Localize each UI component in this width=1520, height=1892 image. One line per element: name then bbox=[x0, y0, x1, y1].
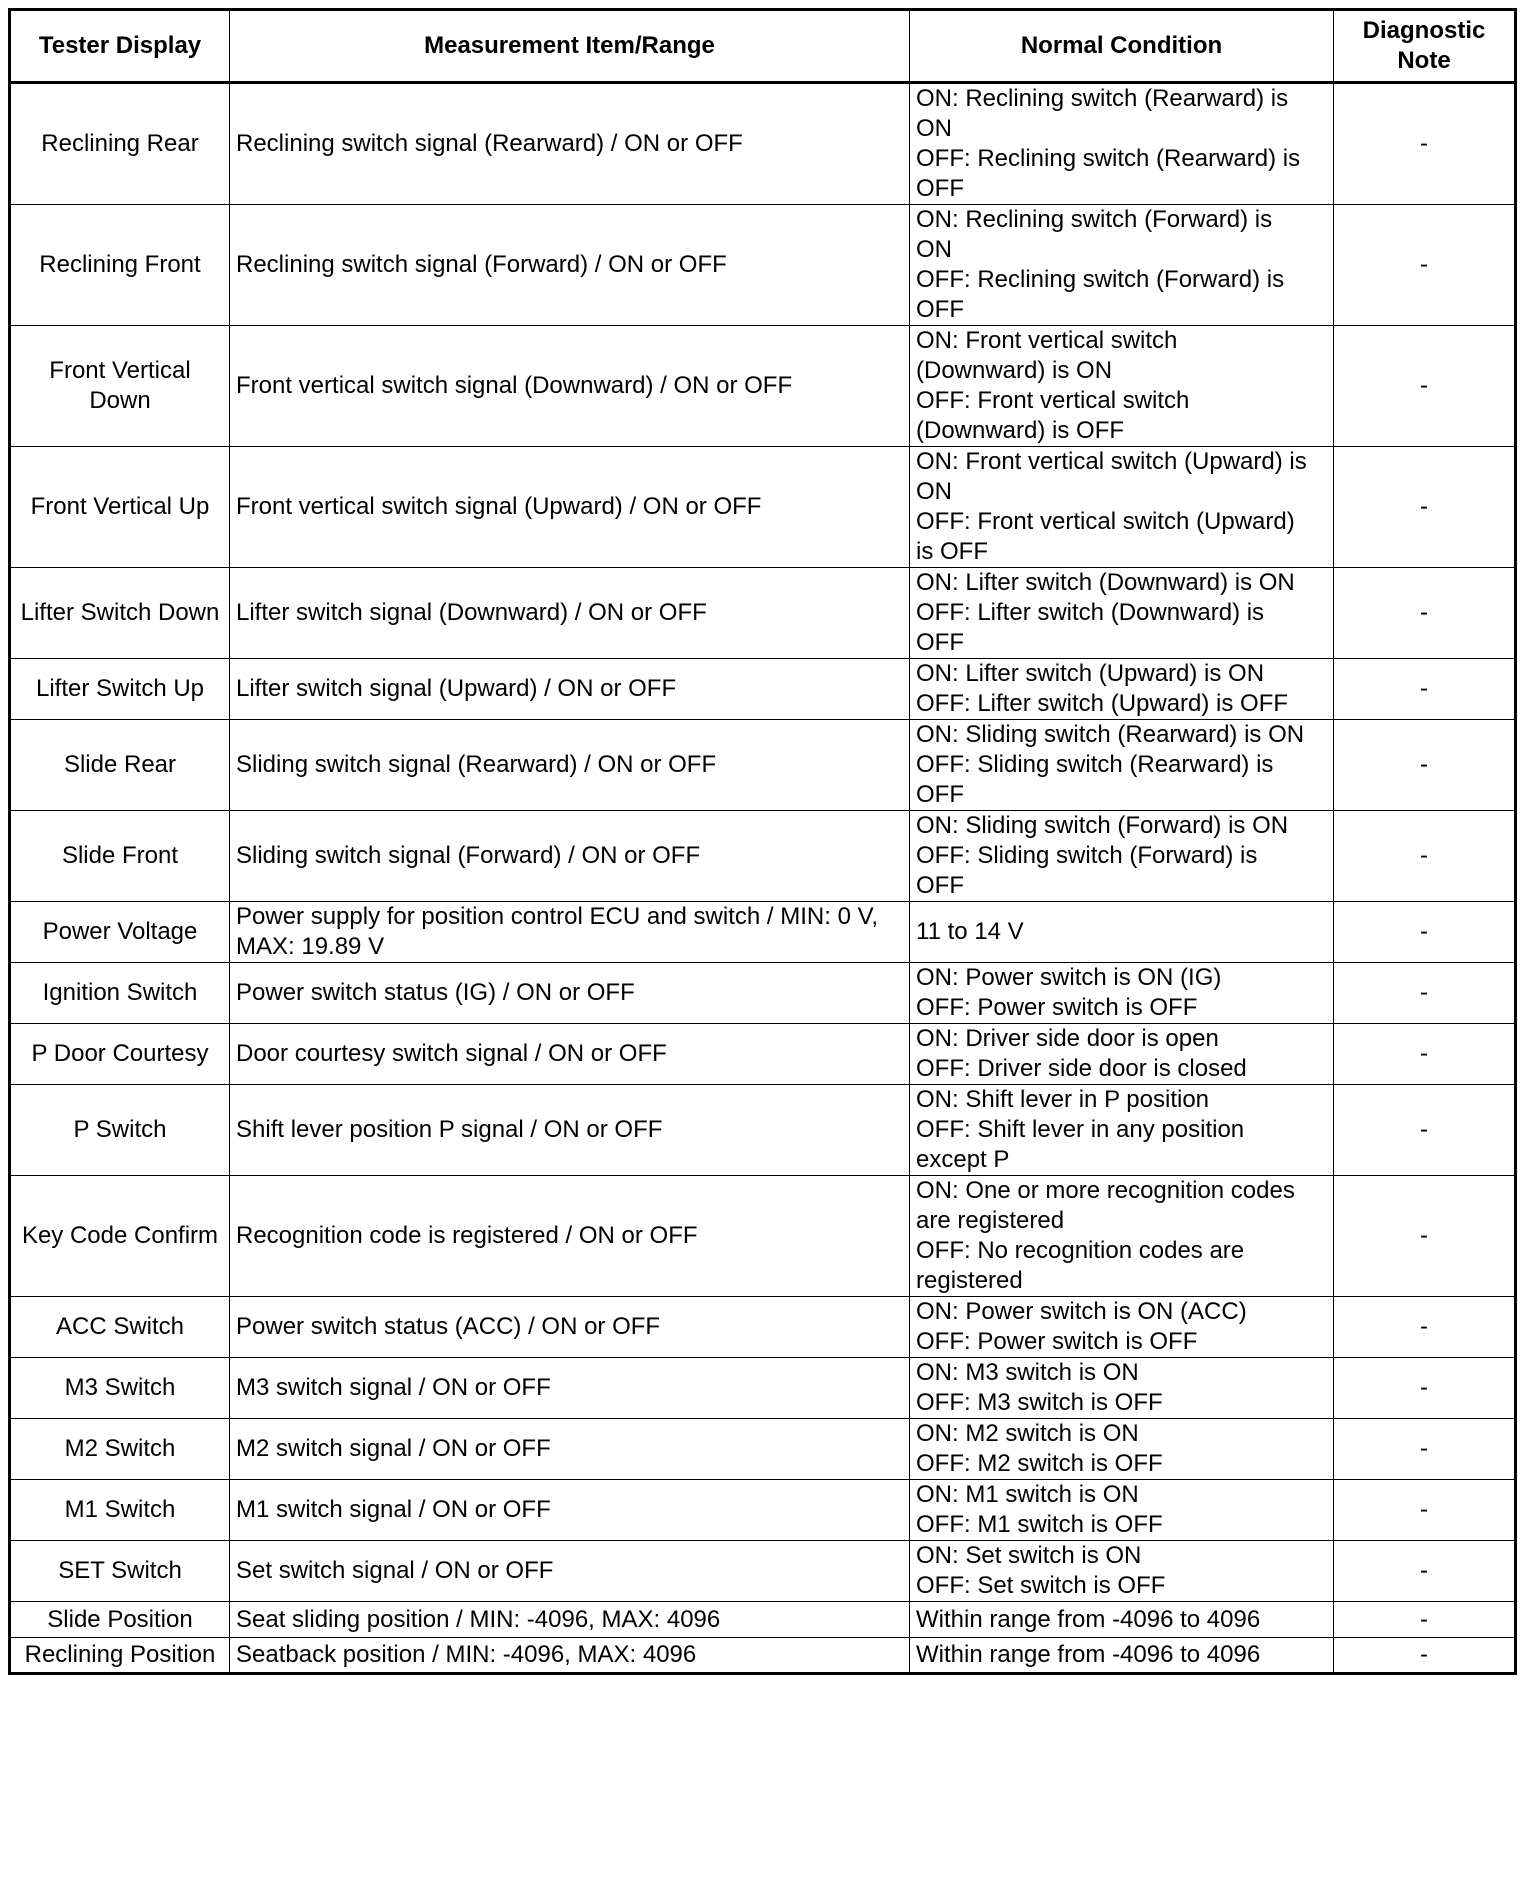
normal-condition-line: OFF: Sliding switch (Rearward) is bbox=[916, 751, 1274, 778]
normal-condition-line: ON: Front vertical switch (Upward) is bbox=[916, 448, 1307, 475]
diagnostic-note-cell: - bbox=[1334, 568, 1516, 659]
normal-condition-line: OFF: Driver side door is closed bbox=[916, 1055, 1247, 1082]
measurement-item-cell: Reclining switch signal (Rearward) / ON or OFF bbox=[230, 83, 910, 205]
normal-condition-line: OFF: Front vertical switch bbox=[916, 387, 1190, 414]
header-measurement-item: Measurement Item/Range bbox=[230, 10, 910, 83]
table-row bbox=[10, 568, 1516, 659]
normal-condition-line: OFF: Shift lever in any position bbox=[916, 1116, 1245, 1143]
normal-condition-line: OFF bbox=[916, 296, 964, 323]
normal-condition-line: OFF bbox=[916, 629, 964, 656]
normal-condition-line: ON: Sliding switch (Rearward) is ON bbox=[916, 721, 1305, 748]
normal-condition-line: (Downward) is OFF bbox=[916, 417, 1125, 444]
measurement-item-cell: Lifter switch signal (Downward) / ON or OFF bbox=[230, 568, 910, 659]
tester-display-cell: Reclining Rear bbox=[10, 83, 230, 205]
tester-display-cell: Ignition Switch bbox=[10, 963, 230, 1024]
tester-display-cell: Front Vertical Up bbox=[10, 447, 230, 568]
table-row bbox=[10, 1358, 1516, 1419]
diagnostic-note-cell: - bbox=[1334, 1176, 1516, 1297]
diagnostic-note-cell: - bbox=[1334, 1638, 1516, 1674]
measurement-item-cell: Set switch signal / ON or OFF bbox=[230, 1541, 910, 1602]
tester-display-cell: Lifter Switch Down bbox=[10, 568, 230, 659]
normal-condition-line: ON: M2 switch is ON bbox=[916, 1420, 1139, 1447]
tester-display-cell: Power Voltage bbox=[10, 902, 230, 963]
normal-condition-line: Within range from -4096 to 4096 bbox=[916, 1605, 1261, 1633]
table-row bbox=[10, 1085, 1516, 1176]
diagnostic-note-cell: - bbox=[1334, 1297, 1516, 1358]
table-row bbox=[10, 963, 1516, 1024]
normal-condition-line: OFF bbox=[916, 175, 964, 202]
normal-condition-line: ON: Power switch is ON (IG) bbox=[916, 964, 1222, 991]
normal-condition-cell bbox=[910, 1419, 1334, 1480]
table-row bbox=[10, 720, 1516, 811]
measurement-item-cell: Seatback position / MIN: -4096, MAX: 4096 bbox=[230, 1638, 910, 1674]
tester-display-cell: Slide Rear bbox=[10, 720, 230, 811]
table-row bbox=[10, 1480, 1516, 1541]
normal-condition-line: ON: Front vertical switch bbox=[916, 327, 1178, 354]
header-tester-display: Tester Display bbox=[10, 10, 230, 83]
measurement-item-cell: M2 switch signal / ON or OFF bbox=[230, 1419, 910, 1480]
normal-condition-line: OFF: Power switch is OFF bbox=[916, 994, 1198, 1021]
normal-condition-line: OFF: M3 switch is OFF bbox=[916, 1389, 1163, 1416]
normal-condition-cell bbox=[910, 720, 1334, 811]
table-row bbox=[10, 811, 1516, 902]
table-row bbox=[10, 205, 1516, 326]
normal-condition-cell bbox=[910, 811, 1334, 902]
normal-condition-line: ON: Sliding switch (Forward) is ON bbox=[916, 812, 1289, 839]
tester-display-cell: Slide Position bbox=[10, 1602, 230, 1638]
table-row bbox=[10, 902, 1516, 963]
normal-condition-line: ON bbox=[916, 478, 952, 505]
normal-condition-line: ON: M1 switch is ON bbox=[916, 1481, 1139, 1508]
measurement-item-cell: Shift lever position P signal / ON or OFF bbox=[230, 1085, 910, 1176]
normal-condition-line: ON bbox=[916, 115, 952, 142]
diagnostic-note-cell: - bbox=[1334, 1602, 1516, 1638]
normal-condition-cell bbox=[910, 1358, 1334, 1419]
normal-condition-cell bbox=[910, 1602, 1334, 1638]
normal-condition-line: 11 to 14 V bbox=[916, 918, 1024, 945]
table-row bbox=[10, 326, 1516, 447]
table-row bbox=[10, 1541, 1516, 1602]
normal-condition-line: ON: Set switch is ON bbox=[916, 1542, 1142, 1569]
measurement-item-cell: Power switch status (ACC) / ON or OFF bbox=[230, 1297, 910, 1358]
normal-condition-cell bbox=[910, 1541, 1334, 1602]
normal-condition-line: ON bbox=[916, 236, 952, 263]
normal-condition-line: Within range from -4096 to 4096 bbox=[916, 1641, 1261, 1668]
tester-display-cell: Reclining Front bbox=[10, 205, 230, 326]
measurement-item-cell: Recognition code is registered / ON or OFF bbox=[230, 1176, 910, 1297]
diagnostic-note-cell: - bbox=[1334, 902, 1516, 963]
normal-condition-line: (Downward) is ON bbox=[916, 357, 1113, 384]
normal-condition-line: except P bbox=[916, 1146, 1010, 1173]
normal-condition-cell bbox=[910, 1024, 1334, 1085]
normal-condition-cell bbox=[910, 326, 1334, 447]
normal-condition-line: OFF: No recognition codes are bbox=[916, 1237, 1245, 1264]
normal-condition-cell bbox=[910, 447, 1334, 568]
normal-condition-cell bbox=[910, 1085, 1334, 1176]
normal-condition-line: are registered bbox=[916, 1207, 1065, 1234]
normal-condition-line: OFF: Lifter switch (Downward) is bbox=[916, 599, 1265, 626]
diagnostic-note-cell: - bbox=[1334, 83, 1516, 205]
normal-condition-cell bbox=[910, 83, 1334, 205]
normal-condition-line: OFF: Power switch is OFF bbox=[916, 1328, 1198, 1355]
tester-display-cell: M2 Switch bbox=[10, 1419, 230, 1480]
normal-condition-cell bbox=[910, 1638, 1334, 1674]
tester-display-cell: M1 Switch bbox=[10, 1480, 230, 1541]
normal-condition-line: OFF bbox=[916, 872, 964, 899]
measurement-item-cell: Front vertical switch signal (Upward) / ON or OFF bbox=[230, 447, 910, 568]
normal-condition-line: ON: Lifter switch (Upward) is ON bbox=[916, 660, 1265, 687]
table-row bbox=[10, 1419, 1516, 1480]
diagnostic-note-cell: - bbox=[1334, 1541, 1516, 1602]
normal-condition-line: OFF: Lifter switch (Upward) is OFF bbox=[916, 690, 1289, 717]
normal-condition-line: OFF: Sliding switch (Forward) is bbox=[916, 842, 1258, 869]
normal-condition-line: ON: M3 switch is ON bbox=[916, 1359, 1139, 1386]
table-row bbox=[10, 1602, 1516, 1638]
tester-display-cell: Reclining Position bbox=[10, 1638, 230, 1674]
normal-condition-line: OFF: Front vertical switch (Upward) bbox=[916, 508, 1295, 535]
diagnostic-note-cell: - bbox=[1334, 1480, 1516, 1541]
measurement-item-cell: Lifter switch signal (Upward) / ON or OFF bbox=[230, 659, 910, 720]
measurement-item-cell: Seat sliding position / MIN: -4096, MAX: 4096 bbox=[230, 1602, 910, 1638]
diagnostic-note-cell: - bbox=[1334, 811, 1516, 902]
table-row bbox=[10, 1297, 1516, 1358]
tester-display-cell: ACC Switch bbox=[10, 1297, 230, 1358]
normal-condition-line: OFF: Reclining switch (Forward) is bbox=[916, 266, 1285, 293]
normal-condition-cell bbox=[910, 205, 1334, 326]
tester-display-cell: SET Switch bbox=[10, 1541, 230, 1602]
measurement-item-cell: Front vertical switch signal (Downward) / ON or OFF bbox=[230, 326, 910, 447]
diagnostic-note-cell: - bbox=[1334, 720, 1516, 811]
diagnostic-note-cell: - bbox=[1334, 1085, 1516, 1176]
table-row bbox=[10, 1638, 1516, 1674]
diagnostic-note-cell: - bbox=[1334, 326, 1516, 447]
normal-condition-cell bbox=[910, 659, 1334, 720]
measurement-item-cell: Sliding switch signal (Rearward) / ON or OFF bbox=[230, 720, 910, 811]
normal-condition-line: OFF: Reclining switch (Rearward) is bbox=[916, 145, 1301, 172]
normal-condition-line: OFF: Set switch is OFF bbox=[916, 1572, 1166, 1599]
measurement-item-cell: Power supply for position control ECU and switch / MIN: 0 V, MAX: 19.89 V bbox=[230, 902, 910, 963]
normal-condition-cell bbox=[910, 1480, 1334, 1541]
header-diagnostic-note bbox=[1334, 10, 1516, 83]
normal-condition-line: registered bbox=[916, 1267, 1023, 1294]
normal-condition-cell bbox=[910, 1176, 1334, 1297]
diagnostic-note-cell: - bbox=[1334, 447, 1516, 568]
normal-condition-cell bbox=[910, 1297, 1334, 1358]
table-row bbox=[10, 1024, 1516, 1085]
table-body bbox=[10, 83, 1516, 1674]
header-row bbox=[10, 10, 1516, 83]
diagnostic-note-cell: - bbox=[1334, 1024, 1516, 1085]
header-normal-condition: Normal Condition bbox=[910, 10, 1334, 83]
normal-condition-line: ON: One or more recognition codes bbox=[916, 1177, 1295, 1204]
tester-display-cell: Front Vertical Down bbox=[10, 326, 230, 447]
normal-condition-line: ON: Driver side door is open bbox=[916, 1025, 1219, 1052]
diagnostic-note-cell: - bbox=[1334, 963, 1516, 1024]
measurement-item-cell: Reclining switch signal (Forward) / ON or OFF bbox=[230, 205, 910, 326]
table-row bbox=[10, 1176, 1516, 1297]
table-row bbox=[10, 659, 1516, 720]
table-row bbox=[10, 447, 1516, 568]
normal-condition-line: OFF: M2 switch is OFF bbox=[916, 1450, 1163, 1477]
table-row bbox=[10, 83, 1516, 205]
tester-display-cell: P Door Courtesy bbox=[10, 1024, 230, 1085]
normal-condition-line: is OFF bbox=[916, 538, 988, 565]
measurement-item-cell: Door courtesy switch signal / ON or OFF bbox=[230, 1024, 910, 1085]
normal-condition-line: OFF: M1 switch is OFF bbox=[916, 1511, 1163, 1538]
tester-display-cell: Slide Front bbox=[10, 811, 230, 902]
measurement-item-cell: Power switch status (IG) / ON or OFF bbox=[230, 963, 910, 1024]
measurement-item-cell: M3 switch signal / ON or OFF bbox=[230, 1358, 910, 1419]
diagnostic-note-cell: - bbox=[1334, 659, 1516, 720]
data-list-table bbox=[8, 8, 1517, 1675]
normal-condition-line: ON: Shift lever in P position bbox=[916, 1086, 1210, 1113]
diagnostic-note-cell: - bbox=[1334, 1419, 1516, 1480]
diagnostic-note-cell: - bbox=[1334, 205, 1516, 326]
header-diagnostic-note-line2: Note bbox=[1397, 47, 1451, 74]
normal-condition-line: ON: Lifter switch (Downward) is ON bbox=[916, 569, 1295, 596]
normal-condition-line: OFF bbox=[916, 781, 964, 808]
normal-condition-cell bbox=[910, 963, 1334, 1024]
normal-condition-cell bbox=[910, 902, 1334, 963]
normal-condition-line: ON: Reclining switch (Rearward) is bbox=[916, 85, 1289, 112]
tester-display-cell: Lifter Switch Up bbox=[10, 659, 230, 720]
tester-display-cell: Key Code Confirm bbox=[10, 1176, 230, 1297]
normal-condition-line: ON: Reclining switch (Forward) is bbox=[916, 206, 1273, 233]
normal-condition-cell bbox=[910, 568, 1334, 659]
header-diagnostic-note-line1: Diagnostic bbox=[1362, 17, 1486, 44]
tester-display-cell: P Switch bbox=[10, 1085, 230, 1176]
tester-display-cell: M3 Switch bbox=[10, 1358, 230, 1419]
measurement-item-cell: Sliding switch signal (Forward) / ON or OFF bbox=[230, 811, 910, 902]
measurement-item-cell: M1 switch signal / ON or OFF bbox=[230, 1480, 910, 1541]
diagnostic-note-cell: - bbox=[1334, 1358, 1516, 1419]
normal-condition-line: ON: Power switch is ON (ACC) bbox=[916, 1298, 1247, 1325]
